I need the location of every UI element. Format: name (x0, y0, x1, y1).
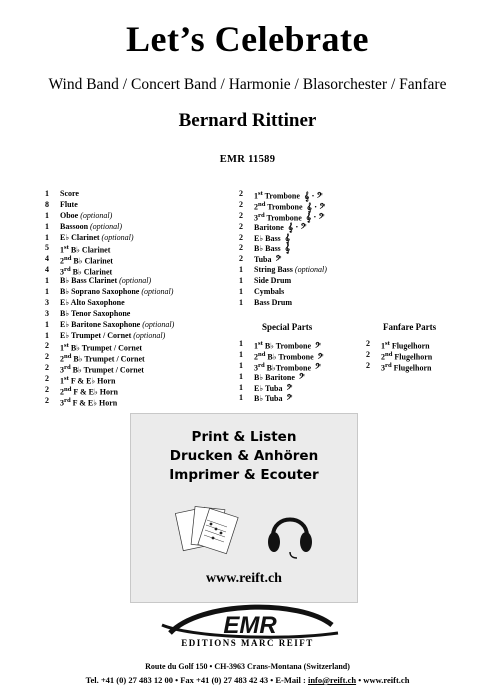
part-quantity: 1 (45, 287, 49, 297)
sheet-music-icon (175, 502, 239, 558)
parts-list-right (228, 189, 378, 309)
part-name: Baritone 𝄞 · 𝄢 (254, 221, 307, 232)
part-row (34, 276, 204, 287)
part-name: B♭ Bass Clarinet (optional) (60, 276, 152, 286)
part-quantity: 1 (45, 232, 49, 242)
part-quantity: 2 (239, 221, 243, 231)
part-quantity: 2 (239, 232, 243, 242)
part-row (34, 233, 204, 244)
part-quantity: 2 (45, 385, 49, 395)
special-parts-heading: Special Parts (262, 322, 313, 332)
part-row (34, 287, 204, 298)
part-quantity: 2 (45, 395, 49, 405)
part-row (355, 350, 475, 361)
headphones-icon (265, 502, 315, 560)
part-row (34, 189, 204, 200)
part-name: 2nd B♭ Trombone 𝄢 (254, 350, 324, 362)
part-quantity: 1 (239, 287, 243, 297)
publisher-name: EDITIONS MARC REIFT (181, 638, 314, 648)
part-name: 3rd B♭Trombone 𝄢 (254, 361, 321, 373)
part-quantity: 1 (45, 221, 49, 231)
fanfare-parts-heading: Fanfare Parts (383, 322, 437, 332)
part-row (34, 374, 204, 385)
part-row (228, 243, 378, 254)
part-quantity: 1 (239, 360, 243, 370)
part-quantity: 1 (45, 330, 49, 340)
part-quantity: 2 (45, 341, 49, 351)
part-quantity: 1 (45, 189, 49, 198)
part-row (228, 383, 368, 394)
part-quantity: 1 (45, 210, 49, 220)
part-row (34, 363, 204, 374)
part-name: 2nd Trombone 𝄞 · 𝄢 (254, 200, 326, 212)
part-name: 2nd F & E♭ Horn (60, 386, 118, 397)
part-row (34, 243, 204, 254)
part-row (34, 309, 204, 320)
part-name: B♭ Bass 𝄞 (254, 243, 290, 254)
part-quantity: 2 (239, 199, 243, 209)
subtitle: Wind Band / Concert Band / Harmonie / Blasorchester / Fanfare (48, 76, 447, 93)
part-row (34, 396, 204, 407)
emr-logo (160, 603, 340, 643)
parts-list-left (34, 189, 204, 407)
part-quantity: 1 (239, 393, 243, 403)
part-name: 1st Flugelhorn (381, 340, 430, 351)
part-row (228, 298, 378, 309)
part-quantity: 1 (239, 349, 243, 359)
part-row (34, 331, 204, 342)
part-quantity: 5 (45, 243, 49, 253)
part-quantity: 3 (45, 297, 49, 307)
part-name: 3rd Trombone 𝄞 · 𝄢 (254, 211, 325, 223)
part-row (228, 361, 368, 372)
part-quantity: 2 (366, 339, 370, 348)
part-quantity: 2 (239, 210, 243, 220)
page-title: Let’s Celebrate (125, 19, 370, 59)
part-name: 3rd B♭ Clarinet (60, 266, 113, 277)
part-name: 1st B♭ Clarinet (60, 244, 111, 256)
part-row (34, 352, 204, 363)
part-quantity: 2 (239, 254, 243, 264)
publisher-contact: Tel. +41 (0) 27 483 12 00 • Fax +41 (0) 27 483 42 43 • E-Mail : info@reift.ch • www.reift.ch (85, 675, 410, 685)
email-link[interactable]: info@reift.ch (307, 675, 357, 685)
part-row (34, 385, 204, 396)
part-name: 3rd B♭ Trumpet / Cornet (60, 364, 144, 375)
part-quantity: 2 (239, 189, 243, 198)
composer: Bernard Rittiner (178, 110, 317, 131)
part-row (34, 200, 204, 211)
part-row (228, 189, 378, 200)
part-row (228, 233, 378, 244)
part-row (228, 265, 378, 276)
part-quantity: 1 (239, 339, 243, 348)
part-name: Bass Drum (254, 297, 293, 307)
part-row (34, 341, 204, 352)
part-name: String Bass (optional) (254, 265, 327, 275)
part-quantity: 2 (45, 352, 49, 362)
promo-line-imprimer: Imprimer & Ecouter (169, 467, 319, 483)
part-row (355, 339, 475, 350)
promo-line-print: Print & Listen (191, 429, 297, 445)
part-row (228, 276, 378, 287)
part-row (228, 372, 368, 383)
part-row (34, 320, 204, 331)
part-name: Tuba 𝄢 (254, 254, 282, 265)
part-quantity: 1 (45, 276, 49, 286)
part-row (355, 361, 475, 372)
part-quantity: 4 (45, 265, 49, 275)
part-name: B♭ Tuba 𝄢 (254, 393, 293, 404)
part-row (228, 350, 368, 361)
part-quantity: 2 (45, 374, 49, 384)
part-quantity: 1 (239, 382, 243, 392)
part-name: B♭ Tenor Saxophone (60, 308, 131, 318)
part-name: 3rd F & E♭ Horn (60, 396, 118, 408)
part-name: 3rd Flugelhorn (381, 361, 432, 373)
part-name: 1st Trombone 𝄞 · 𝄢 (254, 190, 323, 201)
part-quantity: 1 (239, 276, 243, 286)
fanfare-parts-list (355, 339, 475, 372)
part-row (34, 265, 204, 276)
part-row (34, 254, 204, 265)
part-name: Cymbals (254, 287, 285, 297)
part-row (34, 211, 204, 222)
part-row (228, 287, 378, 298)
print-listen-banner[interactable] (130, 413, 358, 603)
part-quantity: 1 (239, 265, 243, 275)
part-name: 1st B♭ Trumpet / Cornet (60, 342, 143, 354)
part-name: Flute (60, 199, 78, 209)
part-row (228, 254, 378, 265)
part-row (228, 222, 378, 233)
part-name: E♭ Clarinet (optional) (60, 232, 134, 242)
part-quantity: 2 (366, 349, 370, 359)
part-name: E♭ Tuba 𝄢 (254, 382, 293, 393)
part-name: Oboe (optional) (60, 210, 113, 220)
emr-logo-text: EMR (223, 612, 277, 639)
part-quantity: 3 (45, 308, 49, 318)
part-name: E♭ Baritone Saxophone (optional) (60, 319, 175, 329)
catalog-number: EMR 11589 (219, 154, 276, 165)
part-name: Score (60, 189, 79, 198)
part-quantity: 8 (45, 199, 49, 209)
part-quantity: 2 (45, 363, 49, 373)
promo-line-drucken: Drucken & Anhören (169, 448, 319, 464)
part-name: E♭ Trumpet / Cornet (optional) (60, 330, 166, 340)
part-name: B♭ Baritone 𝄢 (254, 371, 305, 382)
part-quantity: 2 (366, 360, 370, 370)
part-name: E♭ Bass 𝄞 (254, 232, 290, 243)
part-row (228, 211, 378, 222)
part-quantity: 1 (239, 297, 243, 307)
part-row (34, 298, 204, 309)
part-name: 1st F & E♭ Horn (60, 375, 116, 386)
part-row (34, 222, 204, 233)
part-row (228, 339, 368, 350)
part-name: E♭ Alto Saxophone (60, 297, 125, 307)
publisher-address: Route du Golf 150 • CH-3963 Crans-Montana (Switzerland) (145, 662, 350, 671)
part-name: 2nd B♭ Clarinet (60, 255, 113, 266)
part-row (228, 393, 368, 404)
special-parts-list (228, 339, 368, 404)
part-quantity: 1 (45, 319, 49, 329)
part-row (228, 200, 378, 211)
part-name: Bassoon (optional) (60, 221, 123, 231)
part-name: B♭ Soprano Saxophone (optional) (60, 287, 174, 297)
part-name: Side Drum (254, 276, 292, 286)
part-name: 2nd Flugelhorn (381, 350, 433, 362)
part-name: 1st B♭ Trombone 𝄢 (254, 340, 321, 351)
part-quantity: 1 (239, 371, 243, 381)
part-quantity: 4 (45, 254, 49, 264)
part-name: 2nd B♭ Trumpet / Cornet (60, 353, 145, 365)
part-quantity: 2 (239, 243, 243, 253)
promo-url[interactable]: www.reift.ch (206, 571, 282, 586)
